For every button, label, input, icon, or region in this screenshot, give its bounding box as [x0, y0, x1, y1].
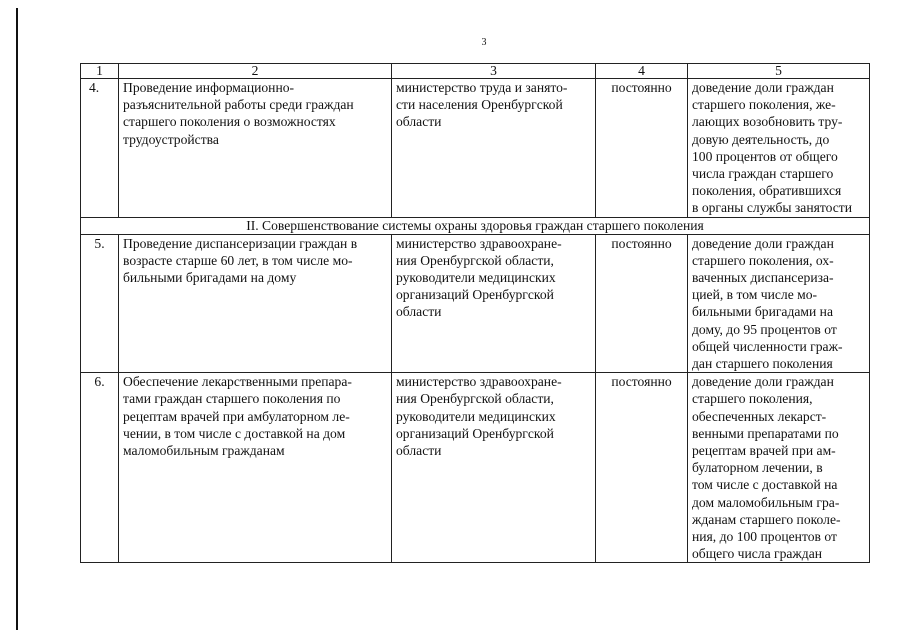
column-header: 5 — [688, 64, 870, 79]
column-header: 1 — [81, 64, 119, 79]
executor-cell: министерство труда и занято- сти населения Оренбургской области — [392, 79, 596, 218]
executor-cell: министерство здравоохране- ния Оренбургской области, руководители медицинских организаций Оренбургской области — [392, 373, 596, 563]
activity-cell: Проведение диспансеризации граждан в возрасте старше 60 лет, в том числе мо- бильными бригадами на дому — [119, 234, 392, 373]
header-row — [81, 64, 870, 79]
measures-table — [80, 63, 870, 563]
table-row — [81, 79, 870, 218]
period-cell: постоянно — [596, 234, 688, 373]
executor-cell: министерство здравоохране- ния Оренбургской области, руководители медицинских организаций Оренбургской области — [392, 234, 596, 373]
section-row — [81, 217, 870, 234]
activity-cell: Проведение информационно- разъяснительной работы среди граждан старшего поколения о возможностях трудоустройства — [119, 79, 392, 218]
table-row — [81, 234, 870, 373]
column-header: 2 — [119, 64, 392, 79]
period-cell: постоянно — [596, 373, 688, 563]
section-title: II. Совершенствование системы охраны здоровья граждан старшего поколения — [81, 217, 870, 234]
row-number: 4. — [81, 79, 119, 218]
page-number: 3 — [481, 37, 487, 48]
column-header: 4 — [596, 64, 688, 79]
activity-cell: Обеспечение лекарственными препара- тами граждан старшего поколения по рецептам врачей при амбулаторном ле- чении, в том числе с доставкой на дом маломобильным гражданам — [119, 373, 392, 563]
binding-margin-line — [16, 8, 18, 630]
table-row — [81, 373, 870, 563]
row-number: 6. — [81, 373, 119, 563]
period-cell: постоянно — [596, 79, 688, 218]
column-header: 3 — [392, 64, 596, 79]
result-cell: доведение доли граждан старшего поколения, же- лающих возобновить тру- довую деятельность, до 100 процентов от общего числа граждан старшего поколения, обратившихся в органы службы занятости — [688, 79, 870, 218]
row-number: 5. — [81, 234, 119, 373]
result-cell: доведение доли граждан старшего поколения, обеспеченных лекарст- венными препаратами по рецептам врачей при ам- булаторном лечении, в том числе с доставкой на дом маломобильным гра- жданам старшего поколе- ния, до 100 процентов от общего числа граждан — [688, 373, 870, 563]
result-cell: доведение доли граждан старшего поколения, ох- ваченных диспансериза- цией, в том числе мо- бильными бригадами на дому, до 95 процентов от общей численности граж- дан старшего поколения — [688, 234, 870, 373]
